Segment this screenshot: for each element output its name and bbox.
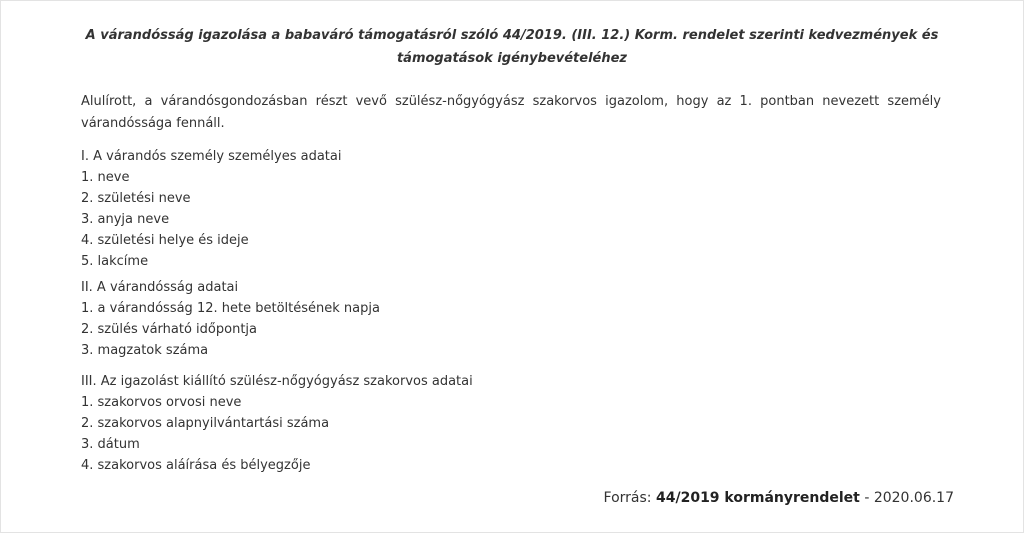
list-item: 2. születési neve bbox=[81, 191, 191, 206]
source-date: 2020.06.17 bbox=[873, 490, 954, 506]
section-doctor-data bbox=[81, 371, 473, 476]
list-item: 2. szakorvos alapnyilvántartási száma bbox=[81, 416, 330, 431]
list-item: 4. születési helye és ideje bbox=[81, 233, 249, 248]
list-item: 1. a várandósság 12. hete betöltésének napja bbox=[81, 301, 380, 316]
section-personal-data bbox=[81, 146, 341, 272]
list-item: 4. szakorvos aláírása és bélyegzője bbox=[81, 458, 311, 473]
list-item: 3. magzatok száma bbox=[81, 343, 209, 358]
source-separator: - bbox=[859, 490, 874, 506]
intro-paragraph: Alulírott, a várandósgondozásban részt vevő szülész-nőgyógyász szakorvos igazolom, hogy az 1. pontban nevezett személy várandóssága fennáll. bbox=[81, 94, 941, 131]
section-pregnancy-data bbox=[81, 277, 380, 361]
section-heading: II. A várandósság adatai bbox=[81, 280, 239, 295]
source-prefix: Forrás: bbox=[603, 490, 656, 506]
list-item: 2. szülés várható időpontja bbox=[81, 322, 257, 337]
list-item: 1. neve bbox=[81, 170, 130, 185]
list-item: 3. anyja neve bbox=[81, 212, 170, 227]
section-heading: III. Az igazolást kiállító szülész-nőgyógyász szakorvos adatai bbox=[81, 374, 473, 389]
list-item: 5. lakcíme bbox=[81, 254, 149, 269]
source-line bbox=[604, 488, 954, 508]
source-link[interactable]: 44/2019 kormányrendelet bbox=[655, 490, 860, 506]
list-item: 3. dátum bbox=[81, 437, 140, 452]
section-heading: I. A várandós személy személyes adatai bbox=[81, 149, 342, 164]
list-item: 1. szakorvos orvosi neve bbox=[81, 395, 242, 410]
document-title: A várandósság igazolása a babaváró támogatásról szóló 44/2019. (III. 12.) Korm. rendelet szerinti kedvezmények és támogatások igénybevételéhez bbox=[85, 28, 939, 66]
